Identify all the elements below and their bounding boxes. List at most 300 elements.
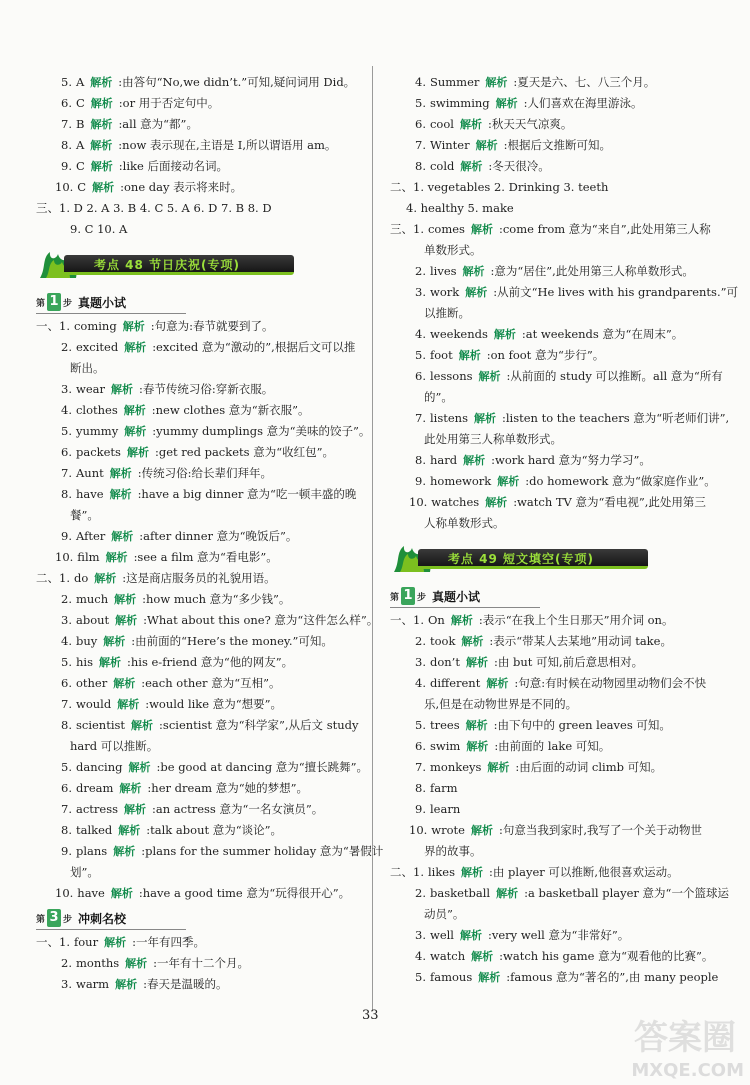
item-answer: have: [77, 886, 105, 900]
answer-item: [36, 463, 366, 484]
answer-item: [36, 177, 366, 198]
analysis-label: 解析: [90, 139, 113, 152]
item-answer: watches: [431, 495, 480, 509]
step-title: 真题小试: [78, 295, 127, 310]
item-number: 8.: [61, 487, 72, 501]
answer-item: [36, 932, 366, 953]
item-number: 9.: [61, 844, 72, 858]
answer-item: [390, 631, 720, 652]
item-number: 4.: [415, 949, 426, 963]
analysis-text: :one day 表示将来时。: [120, 180, 243, 194]
analysis-text: :would like 意为“想要”。: [145, 697, 282, 711]
item-number: 2.: [61, 592, 72, 606]
answer-item: [36, 757, 366, 778]
answer-item: [390, 715, 720, 736]
answer-item: [390, 282, 738, 303]
item-number: 10.: [409, 495, 428, 509]
analysis-label: 解析: [497, 475, 520, 488]
analysis-text: :yummy dumplings 意为“美味的饺子”。: [152, 424, 371, 438]
answer-item: [390, 925, 720, 946]
analysis-label: 解析: [104, 936, 127, 949]
analysis-label: 解析: [496, 887, 519, 900]
step-1-heading: 第 1 步 真题小试: [390, 588, 481, 604]
analysis-text: :句意为:春节就要到了。: [150, 319, 274, 333]
item-answer: well: [429, 928, 454, 942]
item-number: 2.: [415, 634, 426, 648]
answer-item: [390, 778, 720, 799]
analysis-text: :have a big dinner 意为“吃一顿丰盛的晚: [137, 487, 357, 501]
analysis-text: :excited 意为“激动的”,根据后文可以推: [152, 340, 356, 354]
item-number: 5.: [415, 970, 426, 984]
item-number: 9.: [61, 529, 72, 543]
answer-item: [390, 114, 720, 135]
analysis-label: 解析: [124, 425, 147, 438]
analysis-label: 解析: [462, 265, 485, 278]
item-number: 5.: [61, 75, 72, 89]
item-number: 3.: [415, 285, 426, 299]
item-answer: packets: [75, 445, 121, 459]
analysis-text: :一年有十二个月。: [153, 956, 250, 970]
step-number-badge: 3: [47, 909, 61, 927]
analysis-text: :very well 意为“非常好”。: [488, 928, 630, 942]
analysis-label: 解析: [103, 635, 126, 648]
item-number: 6.: [415, 117, 426, 131]
item-answer: actress: [75, 802, 119, 816]
answer-item: [390, 757, 720, 778]
analysis-text: :表示“带某人去某地”用动词 take。: [489, 634, 672, 648]
item-answer: homework: [429, 474, 492, 488]
answer-item: [36, 715, 366, 736]
analysis-continuation: 断出。: [70, 361, 105, 375]
analysis-continuation: 单数形式。: [424, 243, 482, 257]
analysis-label: 解析: [486, 677, 509, 690]
analysis-text: :由答句“No,we didn’t.”可知,疑问词用 Did。: [118, 75, 356, 89]
answer-item: [390, 673, 720, 694]
item-answer: dream: [75, 781, 114, 795]
item-number: 二、1.: [390, 865, 424, 879]
analysis-label: 解析: [90, 160, 113, 173]
item-answer: coming: [73, 319, 117, 333]
item-number: 4.: [415, 676, 426, 690]
item-number: 2.: [61, 956, 72, 970]
analysis-text: :on foot 意为“步行”。: [486, 348, 605, 362]
analysis-text: :一年有四季。: [132, 935, 205, 949]
answer-item: [390, 799, 720, 820]
item-number: 10.: [409, 823, 428, 837]
analysis-continuation: 划”。: [70, 865, 99, 879]
item-answer: foot: [429, 348, 453, 362]
item-answer: farm: [429, 781, 458, 795]
item-number: 3.: [415, 655, 426, 669]
analysis-label: 解析: [465, 719, 488, 732]
analysis-text: :talk about 意为“谈论”。: [146, 823, 283, 837]
item-answer: dancing: [75, 760, 123, 774]
answer-item: [36, 93, 366, 114]
analysis-text: :a basketball player 意为“一个篮球运: [524, 886, 729, 900]
item-answer: months: [75, 956, 120, 970]
answer-item: [36, 652, 366, 673]
item-answer: comes: [427, 222, 465, 236]
analysis-text: :at weekends 意为“在周末”。: [521, 327, 684, 341]
analysis-label: 解析: [475, 139, 498, 152]
item-number: 7.: [415, 411, 426, 425]
analysis-label: 解析: [466, 740, 489, 753]
item-number: 10.: [55, 550, 74, 564]
analysis-label: 解析: [113, 845, 136, 858]
answer-item: [390, 883, 729, 904]
step-number-badge: 1: [401, 587, 415, 605]
analysis-label: 解析: [111, 383, 133, 396]
item-answer: film: [77, 550, 100, 564]
item-number: 6.: [415, 739, 426, 753]
answer-item: [36, 799, 366, 820]
analysis-text: :根据后文推断可知。: [503, 138, 611, 152]
analysis-text: :after dinner 意为“晚饭后”。: [139, 529, 298, 543]
answer-item: [390, 450, 720, 471]
item-number: 2.: [415, 264, 426, 278]
item-number: 6.: [61, 96, 72, 110]
answer-item: [390, 408, 730, 429]
item-answer: B: [75, 117, 85, 131]
section2-answers-line2: 4. healthy 5. make: [406, 201, 514, 215]
item-answer: learn: [429, 802, 461, 816]
analysis-text: :由 player 可以推断,他很喜欢运动。: [489, 865, 679, 879]
analysis-continuation: hard 可以推断。: [70, 739, 159, 753]
analysis-continuation: 以推断。: [424, 306, 470, 320]
item-number: 5.: [415, 96, 426, 110]
item-number: 7.: [61, 466, 72, 480]
item-number: 6.: [61, 676, 72, 690]
item-number: 2.: [415, 886, 426, 900]
answer-item: [390, 261, 720, 282]
answer-item: [36, 883, 366, 904]
item-answer: cold: [429, 159, 455, 173]
analysis-text: :人们喜欢在海里游泳。: [523, 96, 643, 110]
analysis-label: 解析: [94, 572, 117, 585]
answer-item: [390, 93, 720, 114]
watermark-url: MXQE.COM: [631, 1060, 744, 1081]
analysis-text: :plans for the summer holiday 意为“暑假计: [141, 844, 384, 858]
item-answer: hard: [429, 453, 458, 467]
right-column: [390, 72, 738, 988]
item-answer: lessons: [429, 369, 473, 383]
item-number: 7.: [415, 138, 426, 152]
analysis-label: 解析: [485, 76, 508, 89]
item-number: 6.: [61, 445, 72, 459]
item-answer: do: [73, 571, 89, 585]
item-answer: C: [75, 96, 85, 110]
item-answer: lives: [429, 264, 457, 278]
item-number: 8.: [415, 159, 426, 173]
answer-item: [390, 967, 720, 988]
analysis-text: :work hard 意为“努力学习”。: [491, 453, 651, 467]
answer-item: [36, 631, 366, 652]
analysis-text: :由下句中的 green leaves 可知。: [493, 718, 671, 732]
item-number: 6.: [61, 781, 72, 795]
analysis-text: :new clothes 意为“新衣服”。: [151, 403, 310, 417]
item-number: 2.: [61, 340, 72, 354]
item-answer: Aunt: [75, 466, 104, 480]
analysis-text: :come from 意为“来自”,此处用第三人称: [498, 222, 711, 236]
analysis-text: :从前文“He lives with his grandparents.”可: [493, 285, 738, 299]
item-answer: don’t: [429, 655, 460, 669]
analysis-label: 解析: [485, 496, 508, 509]
analysis-text: :watch his game 意为“观看他的比赛”。: [499, 949, 714, 963]
answer-item: [390, 345, 720, 366]
answer-item: [390, 946, 720, 967]
item-answer: trees: [429, 718, 460, 732]
analysis-label: 解析: [90, 97, 113, 110]
step-title: 真题小试: [432, 589, 481, 604]
answer-item: [36, 841, 384, 862]
analysis-text: :由前面的“Here’s the money.”可知。: [131, 634, 333, 648]
step-underline: [36, 313, 186, 314]
item-answer: wrote: [431, 823, 465, 837]
item-number: 8.: [61, 823, 72, 837]
analysis-label: 解析: [460, 929, 482, 942]
answer-item: [36, 694, 366, 715]
item-answer: took: [429, 634, 456, 648]
answer-item: [36, 547, 366, 568]
analysis-label: 解析: [118, 824, 141, 837]
item-answer: swimming: [429, 96, 490, 110]
item-answer: basketball: [429, 886, 491, 900]
analysis-text: :like 后面接动名词。: [118, 159, 228, 173]
item-number: 8.: [415, 453, 426, 467]
analysis-text: :how much 意为“多少钱”。: [142, 592, 291, 606]
item-number: 9.: [61, 159, 72, 173]
item-answer: likes: [427, 865, 456, 879]
answer-item: [390, 135, 720, 156]
analysis-text: :春天是温暖的。: [143, 977, 228, 991]
step-1-heading: 第 1 步 真题小试: [36, 294, 127, 310]
item-answer: much: [75, 592, 109, 606]
item-answer: C: [75, 159, 85, 173]
analysis-label: 解析: [109, 467, 132, 480]
analysis-text: :春节传统习俗:穿新衣服。: [139, 382, 274, 396]
analysis-text: :listen to the teachers 意为“听老师们讲”,: [501, 411, 730, 425]
item-number: 8.: [61, 138, 72, 152]
topic-banner-49: [390, 540, 720, 578]
item-answer: other: [75, 676, 108, 690]
analysis-label: 解析: [124, 341, 147, 354]
item-number: 3.: [61, 613, 72, 627]
analysis-label: 解析: [119, 782, 142, 795]
analysis-text: :see a film 意为“看电影”。: [133, 550, 278, 564]
section3-answers-line1: 三、1. D 2. A 3. B 4. C 5. A 6. D 7. B 8. D: [36, 201, 272, 215]
analysis-label: 解析: [131, 719, 154, 732]
analysis-label: 解析: [117, 698, 140, 711]
analysis-label: 解析: [123, 404, 146, 417]
analysis-text: :each other 意为“互相”。: [141, 676, 281, 690]
item-number: 3.: [61, 382, 72, 396]
analysis-continuation: 此处用第三人称单数形式。: [424, 432, 562, 446]
analysis-continuation: 餐”。: [70, 508, 99, 522]
analysis-label: 解析: [493, 328, 516, 341]
answer-item: [36, 673, 366, 694]
item-answer: monkeys: [429, 760, 482, 774]
answer-item: [36, 316, 366, 337]
item-answer: Winter: [429, 138, 470, 152]
item-number: 4.: [415, 327, 426, 341]
item-answer: On: [427, 613, 445, 627]
answer-item: [36, 589, 366, 610]
analysis-label: 解析: [461, 635, 484, 648]
item-number: 一、1.: [390, 613, 424, 627]
item-number: 一、1.: [36, 319, 70, 333]
analysis-continuation: 的”。: [424, 390, 453, 404]
analysis-label: 解析: [114, 593, 137, 606]
analysis-label: 解析: [478, 971, 501, 984]
answer-item: [36, 568, 366, 589]
analysis-label: 解析: [90, 76, 113, 89]
analysis-label: 解析: [495, 97, 518, 110]
page-number: 33: [362, 1008, 379, 1023]
item-answer: watch: [429, 949, 466, 963]
analysis-text: :scientist 意为“科学家”,从后文 study: [159, 718, 359, 732]
item-answer: yummy: [75, 424, 119, 438]
analysis-continuation: 界的故事。: [424, 844, 482, 858]
analysis-text: :What about this one? 意为“这件怎么样”。: [143, 613, 379, 627]
item-number: 4.: [415, 75, 426, 89]
analysis-label: 解析: [465, 286, 488, 299]
item-answer: wear: [75, 382, 105, 396]
item-number: 10.: [55, 886, 74, 900]
item-answer: talked: [75, 823, 113, 837]
item-answer: would: [75, 697, 112, 711]
analysis-label: 解析: [124, 803, 147, 816]
analysis-text: :now 表示现在,主语是 I,所以谓语用 am。: [118, 138, 337, 152]
analysis-continuation: 动员”。: [424, 907, 465, 921]
answer-item: [390, 610, 720, 631]
item-number: 5.: [61, 424, 72, 438]
analysis-text: :get red packets 意为“收红包”。: [154, 445, 334, 459]
topic-banner-48: [36, 246, 366, 284]
analysis-label: 解析: [90, 118, 113, 131]
analysis-label: 解析: [470, 223, 493, 236]
analysis-label: 解析: [115, 978, 138, 991]
item-answer: weekends: [429, 327, 488, 341]
section3-answers-line2: 9. C 10. A: [70, 222, 128, 236]
analysis-text: :句意:有时候在动物园里动物们会不快: [514, 676, 707, 690]
answer-item: [390, 862, 720, 883]
analysis-label: 解析: [128, 761, 151, 774]
item-answer: cool: [429, 117, 454, 131]
item-number: 7.: [415, 760, 426, 774]
analysis-label: 解析: [126, 446, 149, 459]
item-number: 9.: [415, 474, 426, 488]
item-answer: plans: [75, 844, 108, 858]
answer-item: [390, 219, 720, 240]
item-answer: scientist: [75, 718, 126, 732]
item-answer: four: [73, 935, 99, 949]
item-answer: about: [75, 613, 110, 627]
analysis-label: 解析: [122, 320, 145, 333]
item-answer: swim: [429, 739, 461, 753]
item-number: 5.: [61, 760, 72, 774]
analysis-text: :传统习俗:给长辈们拜年。: [137, 466, 272, 480]
item-answer: famous: [429, 970, 473, 984]
analysis-text: :do homework 意为“做家庭作业”。: [525, 474, 716, 488]
answer-item: [36, 135, 366, 156]
item-number: 5.: [415, 348, 426, 362]
answer-item: [390, 652, 720, 673]
item-number: 4.: [61, 403, 72, 417]
item-number: 5.: [415, 718, 426, 732]
answer-item: [36, 778, 366, 799]
analysis-label: 解析: [463, 454, 486, 467]
analysis-text: :从前面的 study 可以推断。all 意为“所有: [506, 369, 723, 383]
item-answer: excited: [75, 340, 119, 354]
answer-item: [36, 337, 366, 358]
item-answer: work: [429, 285, 460, 299]
analysis-text: :句意当我到家时,我写了一个关于动物世: [499, 823, 703, 837]
item-number: 7.: [61, 117, 72, 131]
analysis-text: :夏天是六、七、八三个月。: [513, 75, 656, 89]
analysis-label: 解析: [111, 530, 134, 543]
analysis-text: :his e-friend 意为“他的网友”。: [126, 655, 294, 669]
item-number: 10.: [55, 180, 74, 194]
analysis-text: :all 意为“都”。: [118, 117, 198, 131]
item-number: 8.: [61, 718, 72, 732]
step-underline: [36, 929, 186, 930]
answer-item: [390, 156, 720, 177]
analysis-label: 解析: [465, 656, 488, 669]
analysis-continuation: 人称单数形式。: [424, 516, 505, 530]
analysis-text: :watch TV 意为“看电视”,此处用第三: [513, 495, 706, 509]
analysis-label: 解析: [110, 887, 133, 900]
analysis-text: :冬天很冷。: [488, 159, 550, 173]
watermark-logo: 答案圈: [634, 1018, 736, 1058]
item-number: 6.: [415, 369, 426, 383]
analysis-label: 解析: [471, 824, 493, 837]
analysis-text: :an actress 意为“一名女演员”。: [152, 802, 324, 816]
item-number: 三、1.: [390, 222, 424, 236]
item-number: 4.: [61, 634, 72, 648]
item-answer: different: [429, 676, 481, 690]
analysis-label: 解析: [478, 370, 501, 383]
analysis-label: 解析: [487, 761, 510, 774]
analysis-label: 解析: [473, 412, 496, 425]
item-answer: warm: [75, 977, 110, 991]
analysis-label: 解析: [461, 866, 484, 879]
column-divider: [372, 66, 373, 1011]
item-answer: have: [75, 487, 104, 501]
answer-item: [390, 72, 720, 93]
analysis-text: :由前面的 lake 可知。: [494, 739, 611, 753]
step-title: 冲刺名校: [78, 911, 127, 926]
answer-item: [390, 366, 723, 387]
analysis-label: 解析: [109, 488, 132, 501]
item-number: 3.: [415, 928, 426, 942]
item-number: 9.: [415, 802, 426, 816]
analysis-text: :be good at dancing 意为“擅长跳舞”。: [156, 760, 368, 774]
analysis-label: 解析: [458, 349, 481, 362]
analysis-text: :意为“居住”,此处用第三人称单数形式。: [490, 264, 694, 278]
analysis-text: :famous 意为“著名的”,由 many people: [506, 970, 719, 984]
step-number-badge: 1: [47, 293, 61, 311]
left-column: [36, 72, 384, 995]
analysis-text: :her dream 意为“她的梦想”。: [147, 781, 308, 795]
analysis-label: 解析: [98, 656, 121, 669]
answer-item: [36, 114, 366, 135]
analysis-label: 解析: [125, 957, 148, 970]
item-answer: buy: [75, 634, 98, 648]
analysis-label: 解析: [460, 160, 483, 173]
answer-item: [36, 421, 371, 442]
step-underline: [390, 607, 540, 608]
item-answer: A: [75, 138, 85, 152]
